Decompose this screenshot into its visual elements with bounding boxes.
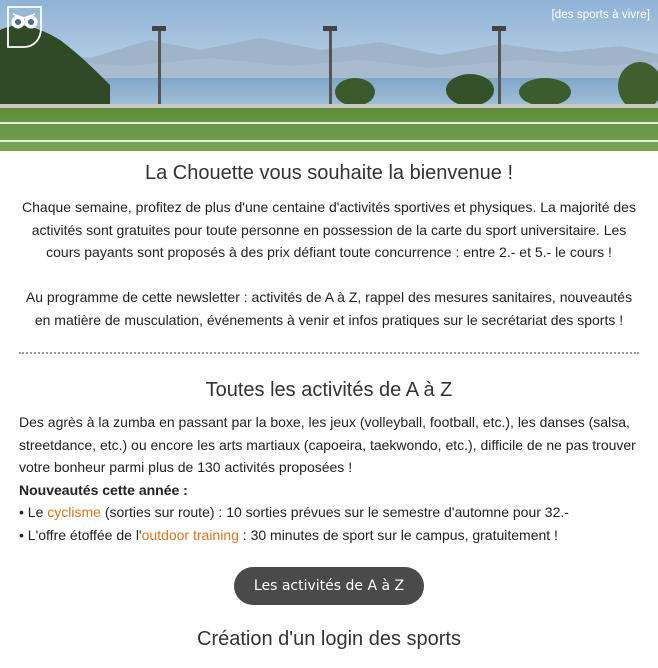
intro-line: votre bonheur parmi plus de 130 activités proposées ! — [19, 459, 353, 475]
bullet: • — [19, 504, 24, 520]
tagline: [des sports à vivre] — [551, 9, 650, 21]
bullet: • — [19, 526, 24, 543]
intro-line: Des agrès à la zumba en passant par la boxe, les jeux (volleyball, football, etc.), les danses (salsa, — [19, 414, 630, 430]
welcome-line: Chaque semaine, profitez de plus d'une centaine d'activités sportives et physiques. La majorité des — [22, 199, 636, 215]
news-item-outdoor — [19, 524, 644, 547]
item-suffix: : 30 minutes de sport sur le campus, gratuitement ! — [238, 526, 558, 543]
welcome-line: activités sont gratuites pour toute personne en possession de la carte du sport universitaire. Les — [31, 221, 627, 238]
activities-a-z-button[interactable]: Les activités de A à Z — [234, 567, 424, 605]
summary-line: en matière de musculation, événements à venir et infos pratiques sur le secrétariat des sports ! — [34, 311, 624, 328]
welcome-title: La Chouette vous souhaite la bienvenue ! — [144, 162, 514, 184]
news-heading: Nouveautés cette année : — [19, 481, 188, 498]
summary-line: Au programme de cette newsletter : activités de A à Z, rappel des mesures sanitaires, nouveautés — [25, 289, 633, 305]
owl-logo — [7, 6, 42, 48]
item-prefix: L'offre étoffée de l' — [27, 526, 142, 543]
news-item-cycling — [19, 501, 644, 524]
welcome-paragraph — [0, 196, 658, 264]
header-banner — [0, 0, 658, 151]
intro-line: streetdance, etc.) ou encore les arts martiaux (capoeira, taekwondo, etc.), difficile de ne pas trouver — [19, 436, 636, 453]
item-suffix: (sorties sur route) : 10 sorties prévues sur le semestre d'automne pour 32.- — [100, 504, 569, 520]
cycling-link[interactable]: cyclisme — [47, 504, 101, 520]
item-prefix: Le — [27, 504, 48, 520]
section-divider — [19, 352, 639, 354]
newsletter-summary — [0, 286, 658, 331]
stadium-photo — [0, 0, 658, 151]
welcome-line: cours payants sont proposés à des prix défiant toute concurrence : entre 2.- et 5.- le cours ! — [46, 244, 612, 260]
login-title: Création d'un login des sports — [197, 628, 461, 650]
activities-intro — [19, 411, 644, 546]
outdoor-training-link[interactable]: outdoor training — [141, 526, 239, 543]
activities-title: Toutes les activités de A à Z — [205, 379, 453, 401]
